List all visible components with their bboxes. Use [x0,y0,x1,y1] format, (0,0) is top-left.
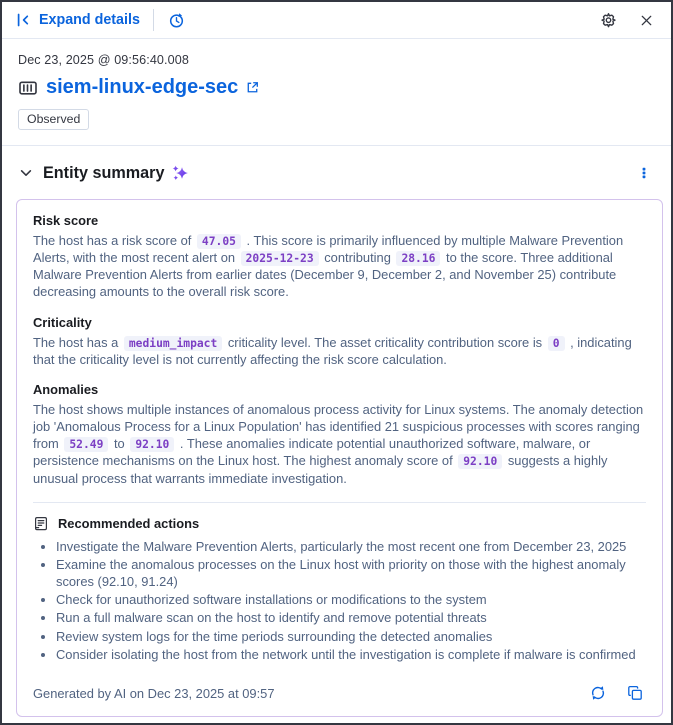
event-timestamp: Dec 23, 2025 @ 09:56:40.008 [18,53,189,67]
panel-divider [33,502,646,503]
recommendation-item: • Review system logs for the time periods surrounding the detected anomalies [56,629,646,645]
entity-name-text: siem-linux-edge-sec [46,76,239,98]
inline-code-value: 47.05 [197,234,241,249]
recommendation-item: • Investigate the Malware Prevention Alerts, particularly the most recent one from December 23, 2025 [56,539,646,555]
inline-code-value: 92.10 [130,437,174,452]
ai-sparkles-icon [171,164,189,182]
section-heading: Risk score [33,213,99,228]
section-paragraph: The host shows multiple instances of anomalous process activity for Linux systems. The anomaly detection job 'Anomalous Process for a Linux Population' has identified 21 suspicious processes with scores ranging from 52.49 to 92.10 . These anomalies indicate potential unauthorized software, malware, or persistence mechanisms on the Linux host. The highest anomaly score of 92.10 suggests a highly unusual process that warrants immediate investigation. [33,401,644,486]
flyout-topbar [2,2,671,39]
ai-summary-panel [16,199,663,717]
copy-icon [627,685,643,701]
kebab-menu-icon [637,165,651,181]
expand-details-label: Expand details [39,12,140,28]
history-clock-icon [168,12,185,29]
panel-footer [33,682,646,704]
recommendation-item: • Consider isolating the host from the network until the investigation is complete if malware is confirmed [56,647,646,663]
entity-summary-title: Entity summary [43,163,165,182]
entity-name-link[interactable] [46,76,260,99]
summary-more-actions-button[interactable] [633,161,655,185]
refresh-icon [590,685,606,701]
inline-code-value: 28.16 [396,251,440,266]
chevron-down-icon [18,165,34,181]
gear-icon [600,12,617,29]
section-heading: Criticality [33,314,92,330]
summary-sections [33,213,646,487]
inline-code-value: 2025-12-23 [241,251,319,266]
entity-summary-toggle[interactable] [18,161,655,185]
inline-code-value: 52.49 [64,437,108,452]
section-paragraph: The host has a risk score of 47.05 . This score is primarily influenced by multiple Malware Prevention Alerts, with the most recent alert on 2025-12-23 contributing 28.16 to the score. Three additional Malware Prevention Alerts from earlier dates (December 9, December 2, and November 25) contribute decreasing amounts to the overall risk score. [33,233,624,300]
recommended-actions-header [33,516,646,532]
recommendation-item: • Examine the anomalous processes on the Linux host with priority on those with the highest anomaly scores (92.10, 91.24) [56,557,646,590]
inline-code-value: 92.10 [458,454,502,469]
open-in-new-icon [245,80,260,95]
recommendation-item: • Run a full malware scan on the host to identify and remove potential threats [56,610,646,626]
topbar-divider [153,9,154,31]
recommended-actions-title: Recommended actions [58,516,200,532]
close-button[interactable] [636,10,657,31]
observed-badge: Observed [18,109,89,130]
section-divider [2,145,671,146]
close-icon [639,13,654,28]
dock-left-icon [16,12,32,28]
expand-details-button[interactable] [14,8,142,32]
recommended-actions-list [33,539,646,664]
entity-title-row [18,76,655,99]
regenerate-button[interactable] [587,682,609,704]
history-button[interactable] [165,9,188,32]
generated-by-text: Generated by AI on Dec 23, 2025 at 09:57 [33,685,275,701]
section-paragraph: The host has a medium_impact criticality level. The asset criticality contribution score is 0 , indicating that the criticality level is not currently affecting the risk score calculation. [33,334,632,367]
section-heading: Anomalies [33,381,99,397]
storage-host-icon [18,78,38,98]
report-list-icon [33,516,49,532]
inline-code-value: 0 [548,336,565,351]
inline-code-value: medium_impact [124,336,222,351]
settings-button[interactable] [597,9,620,32]
recommendation-item: • Check for unauthorized software installations or modifications to the system [56,592,646,608]
copy-button[interactable] [624,682,646,704]
